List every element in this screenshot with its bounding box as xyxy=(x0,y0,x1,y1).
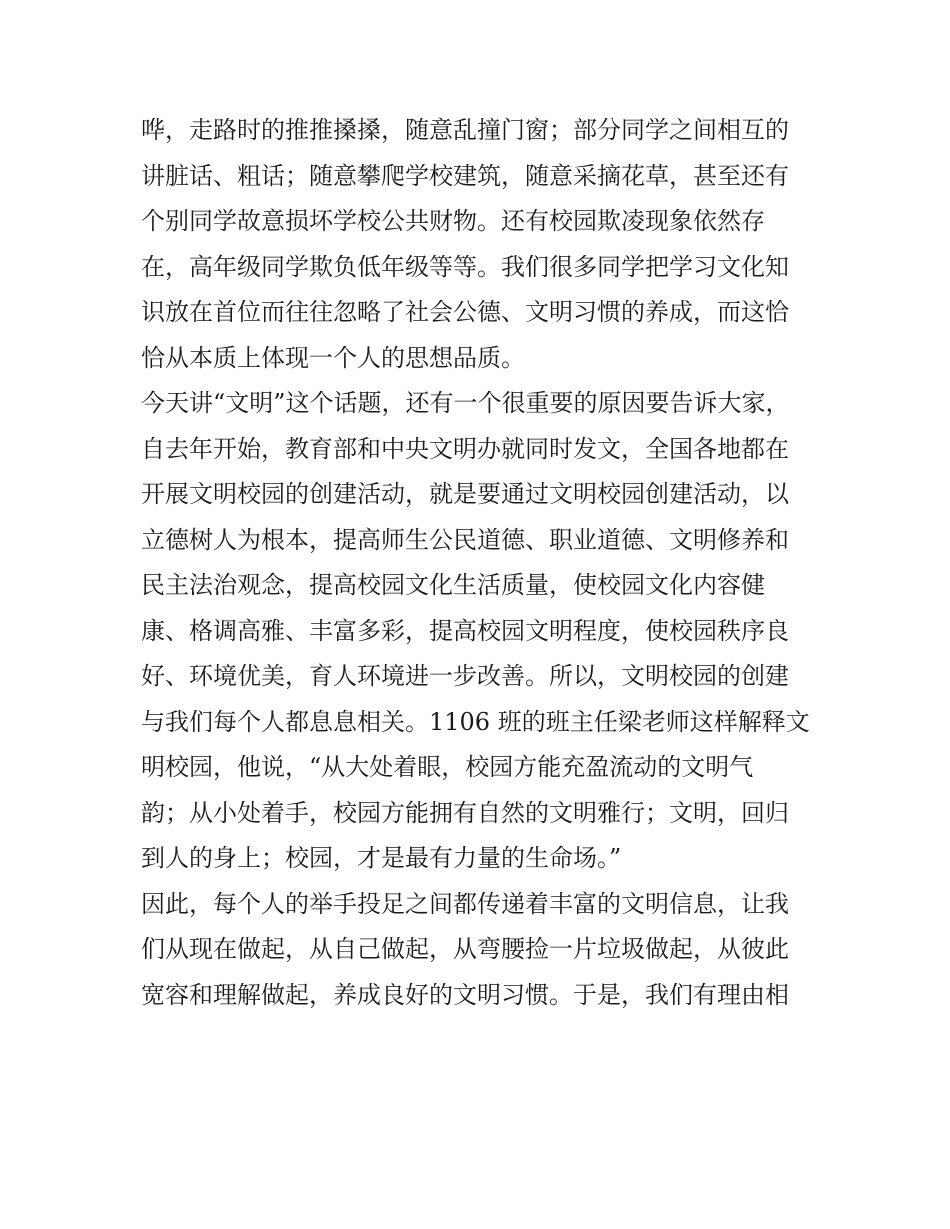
text-line: 宽容和理解做起，养成良好的文明习惯。于是，我们有理由相 xyxy=(141,980,789,1009)
text-line: 明校园，他说，“从大处着眼，校园方能充盈流动的文明气 xyxy=(141,753,754,781)
text-line: 恰从本质上体现一个人的思想品质。 xyxy=(141,343,525,372)
text-line: 今天讲“文明”这个话题，还有一个很重要的原因要告诉大家， xyxy=(141,389,790,417)
text-line: 韵；从小处着手，校园方能拥有自然的文明雅行；文明，回归 xyxy=(141,798,789,827)
text-line: 讲脏话、粗话；随意攀爬学校建筑，随意采摘花草，甚至还有 xyxy=(141,161,789,190)
text-line: 在，高年级同学欺负低年级等等。我们很多同学把学习文化知 xyxy=(141,252,789,281)
text-line: 立德树人为根本，提高师生公民道德、职业道德、文明修养和 xyxy=(141,525,789,554)
text-line: 与我们每个人都息息相关。1106 班的班主任梁老师这样解释文 xyxy=(141,707,810,736)
text-line: 哗，走路时的推推搡搡，随意乱撞门窗；部分同学之间相互的 xyxy=(141,116,789,144)
text-line: 康、格调高雅、丰富多彩，提高校园文明程度，使校园秩序良 xyxy=(141,616,789,645)
text-line: 个别同学故意损坏学校公共财物。还有校园欺凌现象依然存 xyxy=(141,207,765,235)
text-line: 们从现在做起，从自己做起，从弯腰捡一片垃圾做起，从彼此 xyxy=(141,935,789,963)
text-line: 好、环境优美，育人环境进一步改善。所以，文明校园的创建 xyxy=(141,662,789,690)
text-line: 因此，每个人的举手投足之间都传递着丰富的文明信息，让我 xyxy=(141,889,789,918)
text-line: 自去年开始，教育部和中央文明办就同时发文，全国各地都在 xyxy=(141,434,789,463)
text-line: 识放在首位而往往忽略了社会公德、文明习惯的养成，而这恰 xyxy=(141,298,789,326)
text-line: 开展文明校园的创建活动，就是要通过文明校园创建活动，以 xyxy=(141,480,789,508)
text-line: 到人的身上；校园，才是最有力量的生命场。” xyxy=(141,844,622,872)
body-text xyxy=(141,108,841,1018)
text-line: 民主法治观念，提高校园文化生活质量，使校园文化内容健 xyxy=(141,571,765,599)
